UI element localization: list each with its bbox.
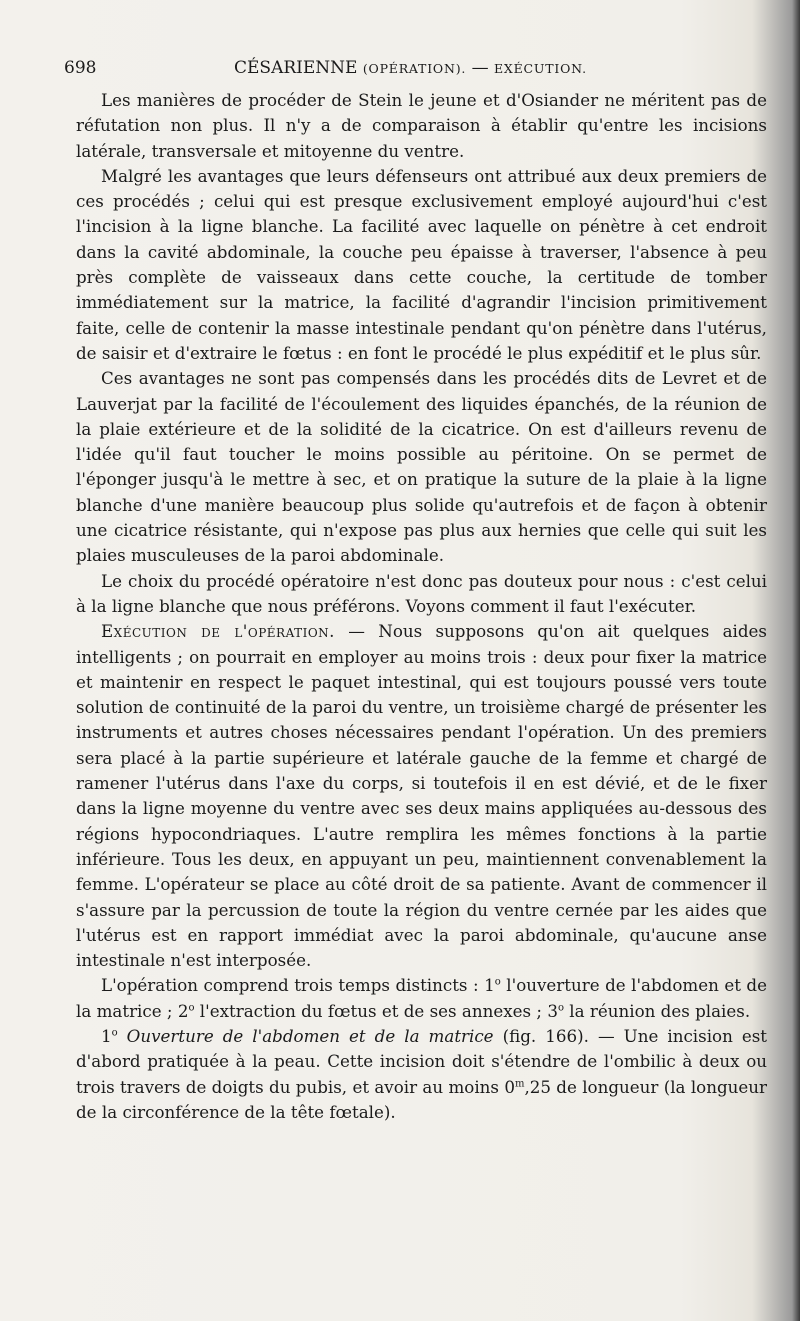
running-header <box>64 58 754 88</box>
unit-mark: m <box>514 1078 525 1090</box>
page-number: 698 <box>64 58 97 78</box>
title-sub: (OPÉRATION). <box>362 61 467 76</box>
degree-mark: o <box>557 1002 564 1014</box>
degree-mark: o <box>494 976 501 988</box>
paragraph-6-part-b: l'ouverture de l'abdomen et de la matrice ; 2 <box>76 975 767 1021</box>
title-section: EXÉCUTION. <box>493 61 587 76</box>
paragraph-1: Les manières de procéder de Stein le jeune et d'Osiander ne méritent pas de réfutation non plus. Il n'y a de comparaison à établir qu'entre les incisions latérale, transversale et mitoyenne du ventre. <box>76 90 767 161</box>
degree-mark: o <box>111 1027 118 1039</box>
section-heading: Exécution de l'opération. <box>101 621 335 642</box>
paragraph-3: Ces avantages ne sont pas compensés dans les procédés dits de Levret et de Lauverjat par la facilité de l'écoulement des liquides épanchés, de la réunion de la plaie extérieure et de la solidité de la cicatrice. On est d'ailleurs revenu de l'idée qu'il faut toucher le moins possible au péritoine. On se permet de l'éponger jusqu'à le mettre à sec, et on pratique la suture de la plaie à la ligne blanche d'une manière beaucoup plus solide qu'autrefois et de façon à obtenir une cicatrice résistante, qui n'expose pas plus aux hernies que celle qui suit les plaies musculeuses de la paroi abdominale. <box>76 368 767 566</box>
paragraph-7 <box>76 1024 767 1125</box>
paragraph-6 <box>76 973 767 1024</box>
degree-mark: o <box>188 1002 195 1014</box>
paragraph-7-part-b: ,25 de longueur (la longueur de la circonférence de la tête fœtale). <box>76 1076 767 1122</box>
body-text <box>76 88 767 1125</box>
running-title <box>234 58 587 78</box>
paragraph-7-part-a: (fig. 166). — Une incision est d'abord pratiquée à la peau. Cette incision doit s'étendre de l'ombilic à deux ou trois travers de doigts du pubis, et avoir au moins 0 <box>76 1025 767 1097</box>
title-dash: — <box>471 58 489 78</box>
paragraph-6-part-d: la réunion des plaies. <box>563 1000 751 1021</box>
paragraph-5-text: — Nous supposons qu'on ait quelques aides intelligents ; on pourrait en employer au moins trois : deux pour fixer la matrice et maintenir en respect le paquet intestinal, qui est toujours poussé vers toute solution de continuité de la paroi du ventre, un troisième chargé de présenter les instruments et autres choses nécessaires pendant l'opération. Un des premiers sera placé à la partie supérieure et latérale gauche de la femme et chargé de ramener l'utérus dans l'axe du corps, si toutefois il en est dévié, et de le fixer dans la ligne moyenne du ventre avec ses deux mains appliquées au-dessous des régions hypocondriaques. L'autre remplira les mêmes fonctions à la partie inférieure. Tous les deux, en appuyant un peu, maintiennent convenablement la femme. L'opérateur se place au côté droit de sa patiente. Avant de commencer il s'assure par la percussion de toute la région du ventre cernée par les aides que l'utérus est en rapport immédiat avec la paroi abdominale, qu'aucune anse intestinale n'est interposée. <box>76 621 767 971</box>
title-main: CÉSARIENNE <box>234 58 358 78</box>
paragraph-6-part-c: l'extraction du fœtus et de ses annexes ; 3 <box>194 1000 558 1021</box>
paragraph-5 <box>76 619 767 973</box>
paragraph-7-number: 1 <box>101 1025 112 1046</box>
subsection-title: Ouverture de l'abdomen et de la matrice <box>117 1025 494 1046</box>
paragraph-4: Le choix du procédé opératoire n'est donc pas douteux pour nous : c'est celui à la ligne blanche que nous préférons. Voyons comment il faut l'exécuter. <box>76 570 767 616</box>
paragraph-2: Malgré les avantages que leurs défenseurs ont attribué aux deux premiers de ces procédés ; celui qui est presque exclusivement employé aujourd'hui c'est l'incision à la ligne blanche. La facilité avec laquelle on pénètre à cet endroit dans la cavité abdominale, la couche peu épaisse à traverser, l'absence à peu près complète de vaisseaux dans cette couche, la certitude de tomber immédiatement sur la matrice, la facilité d'agrandir l'incision primitivement faite, celle de contenir la masse intestinale pendant qu'on pénètre dans l'utérus, de saisir et d'extraire le fœtus : en font le procédé le plus expéditif et le plus sûr. <box>76 165 767 363</box>
paragraph-6-part-a: L'opération comprend trois temps distincts : 1 <box>101 975 495 996</box>
